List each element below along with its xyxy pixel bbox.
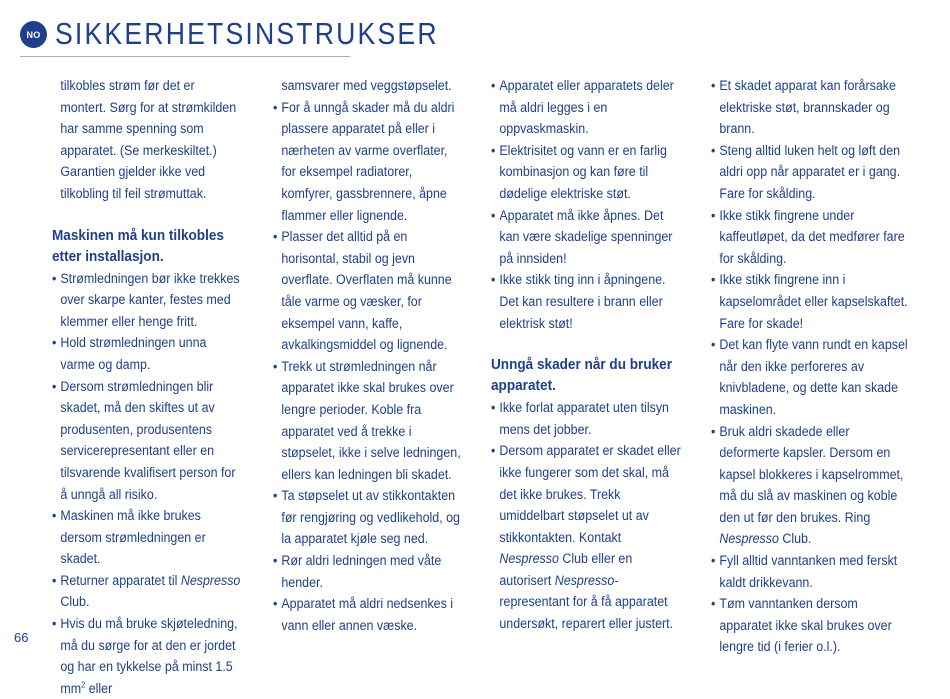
- list-item: • Apparatet eller apparatets deler må aldri legges i en oppvaskmaskin.: [491, 75, 682, 140]
- continued-text: samsvarer med veggstøpselet.: [281, 78, 452, 93]
- list-item: • Det kan flyte vann rundt en kapsel når den ikke perforeres av knivbladene, og dette kan skade maskinen.: [711, 334, 911, 420]
- list-item: • Returner apparatet til Nespresso Club.: [52, 570, 243, 613]
- brand-name: Nespresso: [719, 531, 779, 547]
- list-item: • For å unngå skader må du aldri plassere apparatet på eller i nærheten av varme overflater, for eksempel radiatorer, komfyrer, gassbrennere, åpne flammer eller lignende.: [273, 97, 464, 227]
- list-item: • Ta støpselet ut av stikkontakten før rengjøring og vedlikehold, og la apparatet kjøle seg ned.: [273, 485, 464, 550]
- list-item: • Hold strømledningen unna varme og damp.: [52, 332, 243, 375]
- list-item: • Hvis du må bruke skjøteledning, må du sørge for at den er jordet og har en tykkelse på minst 1.5 $mm^2$ eller: [52, 613, 243, 699]
- list-item: • Apparatet må ikke åpnes. Det kan være skadelige spenninger på innsiden!: [491, 205, 682, 270]
- brand-name: Nespresso: [180, 572, 241, 588]
- column-4: [711, 75, 911, 658]
- language-badge: NO: [20, 21, 47, 48]
- column-2: [273, 75, 464, 636]
- page-number: 66: [14, 630, 29, 645]
- brand-name: Nespresso: [554, 572, 615, 588]
- list-item: • Plasser det alltid på en horisontal, stabil og jevn overflate. Overflaten må kunne tåle varme og væsker, for eksempel vann, kaffe, avkalkingsmiddel og lignende.: [273, 226, 464, 356]
- header-rule: [20, 56, 350, 57]
- list-item: • Ikke stikk ting inn i åpningene. Det kan resultere i brann eller elektrisk støt!: [491, 269, 682, 334]
- section-heading-usage: Unngå skader når du bruker apparatet.: [491, 357, 673, 395]
- list-item: • Dersom apparatet er skadet eller ikke fungerer som det skal, må det ikke brukes. Trekk umiddelbart støpselet ut av stikkontakten. Kontakt Nespresso Club eller en autorisert Nespresso-representant for å få apparatet undersøkt, reparert eller justert.: [491, 440, 682, 634]
- brand-name: Nespresso: [499, 551, 559, 567]
- list-item: • Apparatet må aldri nedsenkes i vann eller annen væske.: [273, 593, 464, 636]
- list-item: • Elektrisitet og vann er en farlig kombinasjon og kan føre til dødelige elektriske støt.: [491, 140, 682, 205]
- intro-paragraph: tilkobles strøm før det er montert. Sørg for at strømkilden har samme spenning som apparatet. (Se merkeskiltet.) Garantien gjelder ikke ved tilkobling til feil strømuttak.: [60, 78, 237, 201]
- page-title: SIKKERHETSINSTRUKSER: [55, 16, 439, 51]
- list-item: • Ikke stikk fingrene under kaffeutløpet, da det medfører fare for skålding.: [711, 205, 911, 270]
- list-item: • Ikke forlat apparatet uten tilsyn mens det jobber.: [491, 397, 682, 440]
- list-item: • Ikke stikk fingrene inn i kapselområdet eller kapselskaftet. Fare for skade!: [711, 269, 911, 334]
- page-header: [20, 16, 439, 56]
- column-3: [491, 75, 682, 635]
- list-item: • Maskinen må ikke brukes dersom strømledningen er skadet.: [52, 505, 243, 570]
- list-item: • Tøm vanntanken dersom apparatet ikke skal brukes over lengre tid (i ferier o.l.).: [711, 593, 911, 658]
- list-item: • Fyll alltid vanntanken med ferskt kaldt drikkevann.: [711, 550, 911, 593]
- list-item: • Strømledningen bør ikke trekkes over skarpe kanter, festes med klemmer eller henge fritt.: [52, 268, 243, 333]
- list-item: • Bruk aldri skadede eller deformerte kapsler. Dersom en kapsel blokkeres i kapselrommet, må du slå av maskinen og koble den ut før den brukes. Ring Nespresso Club.: [711, 421, 911, 551]
- list-item: • Trekk ut strømledningen når apparatet ikke skal brukes over lengre perioder. Koble fra apparatet ved å trekke i støpselet, ikke i selve ledningen, ellers kan ledningen bli skadet.: [273, 356, 464, 486]
- list-item: • Steng alltid luken helt og løft den aldri opp når apparatet er i gang. Fare for skålding.: [711, 140, 911, 205]
- section-heading-installation: Maskinen må kun tilkobles etter installasjon.: [52, 227, 224, 265]
- column-1: [52, 75, 243, 699]
- list-item: • Rør aldri ledningen med våte hender.: [273, 550, 464, 593]
- list-item: • Dersom strømledningen blir skadet, må den skiftes ut av produsenten, produsentens servicerepresentant eller en tilsvarende kvalifisert person for å unngå all risiko.: [52, 376, 243, 506]
- list-item: • Et skadet apparat kan forårsake elektriske støt, brannskader og brann.: [711, 75, 911, 140]
